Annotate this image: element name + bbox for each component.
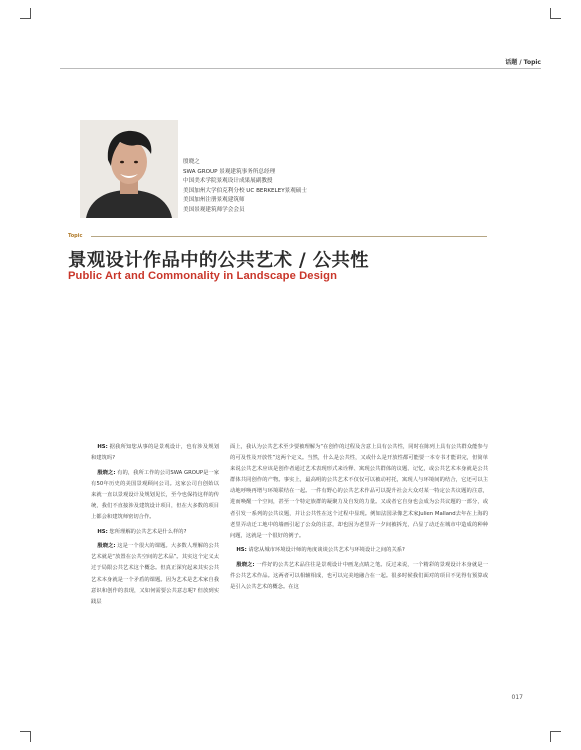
topic-tag: Topic bbox=[68, 233, 83, 239]
speaker: HS: bbox=[97, 528, 108, 535]
bio-line: SWA GROUP 景观建筑事务所总经理 bbox=[183, 168, 276, 175]
speaker: 殷晓之: bbox=[236, 561, 255, 568]
paragraph bbox=[91, 442, 219, 464]
paragraph-text: 面上，我认为公共艺术至少要被理解为“在创作的过程及含意上具有公共性，同时在陈列上具有公共群众能参与的可及性及开放性”这两个定义。当然，什么是公共性，又或什么是开放性都可能要一本专书才能讲完，但简单来说公共艺术应该是创作者通过艺术表现形式来诠释、寓现公共群体的议题、记忆，或公共艺术本身就是公共群体共同创作的产物。事实上，最高明的公共艺术不仅仅可以被动衬托，寓现人与环境间的结合，它还可以主动地呼唤再增与环境联结在一起。一件有野心的公共艺术作品可以提升社会大众对某一特定公共议题的注意，进而唤醒一个空间，甚至一个特定族群的凝聚力及自发的力量。又或者它自身也会成为公共议题的一部分，或者引发一系列的公共议题，并让公共性在这个过程中显现。例如法国录像艺术家Julien Malland去年在上海的老里弄动迁工地中的墙画引起了公众的注意，却也因为老里弄一夕间被拆光，凸显了动迁在城市中造成的种种问题，这就是一个很好的例子。 bbox=[230, 444, 488, 539]
bio-line: 中国美术学院景观设计成果展副教授 bbox=[183, 178, 273, 185]
paragraph bbox=[91, 468, 219, 523]
paragraph-text: 据我所知您从事的是景观设计，也有涉及规划和建筑吗? bbox=[91, 444, 219, 462]
bio-line: 美国加州大学伯克利分校 UC BERKELEY景观硕士 bbox=[183, 187, 307, 194]
author-portrait bbox=[80, 120, 178, 218]
paragraph-text: 您所理解的公共艺术是什么样的? bbox=[109, 528, 187, 535]
paragraph bbox=[230, 560, 488, 593]
bio-line: 美国景观建筑师学会会员 bbox=[183, 206, 245, 213]
article-column-right bbox=[230, 442, 488, 597]
crop-mark-top-right bbox=[550, 8, 561, 19]
bio-name: 殷晓之 bbox=[183, 159, 200, 165]
crop-mark-bottom-left bbox=[20, 731, 31, 742]
header-divider bbox=[60, 68, 541, 69]
page-number: 017 bbox=[511, 694, 523, 701]
author-bio bbox=[183, 158, 307, 216]
paragraph-text: 一件好的公共艺术品往往是景观设计中画龙点睛之笔。反过来说，一个精彩的景观设计本身就是一件公共艺术作品。这两者可以相辅相成，也可以完美地融合在一起。很多时候我们面对的项目不见得有预算或是引入公共艺术的概念。在这 bbox=[230, 561, 488, 591]
paragraph bbox=[230, 545, 488, 556]
portrait-illustration bbox=[80, 120, 178, 218]
paragraph-text: 这是一个很大的课题。大多数人理解的公共艺术就是“放置在公共空间的艺术品”。其实这个定义太过于局限公共艺术这个概念。但真正深究起来其实公共艺术本身就是一个矛盾的课题。因为艺术是艺术家自我意识和创作的表现，又如何需要公共意志呢? 但放到实践层 bbox=[91, 543, 219, 605]
speaker: HS: bbox=[97, 444, 108, 450]
title-divider bbox=[91, 236, 487, 237]
crop-mark-top-left bbox=[20, 8, 31, 19]
article-column-left bbox=[91, 442, 219, 611]
paragraph bbox=[91, 541, 219, 608]
article-title-chinese: 景观设计作品中的公共艺术 / 公共性 bbox=[68, 250, 369, 271]
article-title-english: Public Art and Commonality in Landscape Design bbox=[68, 270, 337, 282]
paragraph-text: 有的，我所工作的公司SWA GROUP是一家有50年历史的美国景观顾问公司。这家公司自创始以来就一直以景观设计及规划见长，至今也保持这样的传统，我们不直接涉及建筑设计项目，但在大多数的项目上都会和建筑师密切合作。 bbox=[91, 469, 220, 521]
section-label: 话题 / Topic bbox=[505, 59, 541, 66]
speaker: 殷晓之: bbox=[97, 543, 116, 550]
paragraph bbox=[230, 442, 488, 542]
paragraph bbox=[91, 527, 219, 538]
crop-mark-bottom-right bbox=[550, 731, 561, 742]
bio-line: 美国加州注册景观建筑师 bbox=[183, 197, 245, 204]
paragraph-text: 请您从城市环境设计师的角度谈谈公共艺术与环境设计之间的关系? bbox=[248, 547, 405, 554]
speaker: 殷晓之: bbox=[97, 469, 116, 476]
speaker: HS: bbox=[236, 547, 247, 554]
